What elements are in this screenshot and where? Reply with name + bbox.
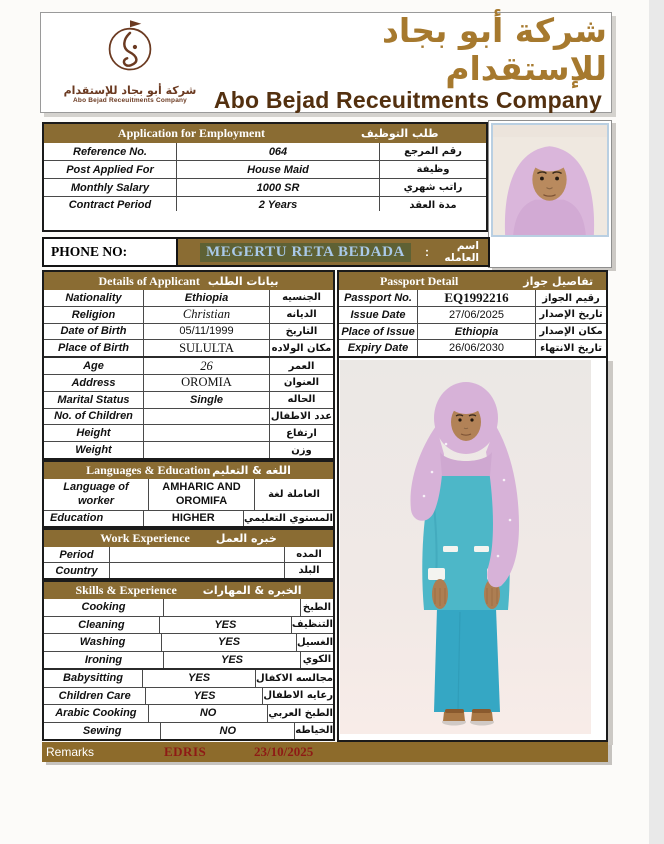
table-row [44, 375, 333, 392]
field-value: Christian [144, 307, 270, 323]
field-label: No. of Children [44, 409, 144, 425]
applicant-headshot-frame [488, 120, 612, 268]
field-label: Expiry Date [339, 340, 418, 356]
field-label: Place of Birth [44, 340, 144, 356]
application-title-ar: طلب التوظيف [360, 127, 439, 140]
field-value [164, 599, 301, 616]
field-value: 2 Years [177, 197, 380, 211]
field-label: Age [44, 358, 144, 374]
page-edge [649, 0, 664, 844]
field-label: Language of worker [44, 479, 149, 510]
table-row [44, 599, 333, 617]
field-label-arabic: المده [296, 549, 322, 560]
field-label-arabic: الطبخ العربي [268, 707, 333, 719]
field-label-arabic: رعايه الاطفال [263, 690, 333, 702]
languages-education-table [42, 460, 335, 528]
table-row [44, 324, 333, 341]
skills-title-en: Skills & Experience [75, 583, 177, 597]
field-value: 26 [144, 358, 270, 374]
field-label-arabic: الطبخ [302, 601, 332, 613]
table-row [44, 511, 333, 526]
field-value: HIGHER [144, 511, 244, 526]
company-header [40, 12, 612, 113]
table-row [339, 324, 606, 341]
work-section-header [44, 530, 333, 547]
field-label-arabic: تاريخ الانتهاء [540, 342, 602, 354]
remarks-bar [42, 742, 608, 762]
field-value: Single [144, 392, 270, 408]
passport-title-ar: تفاصيل جواز [523, 274, 594, 288]
field-label: Contract Period [44, 197, 177, 211]
table-row [44, 723, 333, 740]
field-label-arabic: راتب شهري [403, 182, 463, 193]
table-row [44, 705, 333, 723]
colon-separator: : [424, 245, 429, 259]
field-value: NO [149, 705, 269, 722]
skills-section-header [44, 582, 333, 599]
field-label: Religion [44, 307, 144, 323]
remarks-date: 23/10/2025 [254, 744, 314, 759]
field-label: Post Applied For [44, 161, 177, 178]
field-label: Children Care [44, 688, 146, 705]
table-row [44, 161, 486, 179]
details-section-header [44, 272, 333, 290]
field-label: Place of Issue [339, 324, 418, 340]
table-row [339, 290, 606, 307]
field-value: 05/11/1999 [144, 324, 270, 340]
field-value [144, 425, 270, 441]
field-label-arabic: مكان الولاده [271, 342, 332, 354]
field-label: Education [44, 511, 144, 526]
table-row [44, 290, 333, 307]
table-row [44, 392, 333, 409]
table-row [44, 442, 333, 458]
table-row [44, 143, 486, 161]
field-value: NO [161, 723, 295, 740]
field-label-arabic: العنوان [283, 377, 320, 389]
field-label: Issue Date [339, 307, 418, 323]
table-row [44, 340, 333, 358]
field-label-arabic: مكان الإصدار [539, 326, 603, 337]
field-value: YES [160, 617, 292, 634]
field-label-arabic: رقم المرجع [404, 146, 462, 157]
application-title-en: Application for Employment [117, 126, 266, 140]
table-row [44, 547, 333, 563]
table-row [44, 197, 486, 230]
table-row [44, 634, 333, 652]
work-experience-table [42, 528, 335, 580]
applicant-headshot-photo [491, 123, 609, 237]
details-title-en: Details of Applicant [98, 273, 200, 288]
field-label: Weight [44, 442, 144, 458]
field-label-arabic: التنظيف [291, 619, 333, 631]
field-label-arabic: التاريخ [285, 325, 318, 337]
field-value: OROMIA [144, 375, 270, 391]
details-title-ar: بيانات الطلب [207, 274, 279, 288]
field-label: Address [44, 375, 144, 391]
company-titles [209, 10, 607, 114]
field-value [144, 442, 270, 458]
table-row [44, 652, 333, 671]
company-title-arabic: شركة أبو بجاد للإستقدام [381, 10, 607, 88]
table-row [44, 479, 333, 511]
field-label: Date of Birth [44, 324, 144, 340]
logo-arabic-text: شركة أبو بجاد للإستقدام [63, 84, 197, 97]
field-value: AMHARIC AND OROMIFA [149, 479, 255, 510]
work-title-ar: خبره العمل [215, 532, 277, 545]
table-row [44, 358, 333, 375]
field-label: Period [44, 547, 110, 562]
field-label-arabic: رقيم الجواز [542, 292, 600, 304]
field-label: Arabic Cooking [44, 705, 149, 722]
field-label: Nationality [44, 290, 144, 306]
worker-name: MEGERTU RETA BEDADA [200, 243, 411, 262]
field-label: Height [44, 425, 144, 441]
passport-title-en: Passport Detail [379, 273, 459, 288]
field-label-arabic: العاملة لغة [268, 489, 320, 500]
passport-detail-table [337, 270, 608, 358]
field-label: Washing [44, 634, 162, 651]
field-value: EQ1992216 [418, 290, 536, 306]
details-of-applicant-table [42, 270, 335, 460]
table-row [44, 617, 333, 635]
field-label-arabic: العمر [288, 360, 315, 372]
field-label-arabic: الخياطه [295, 725, 333, 737]
field-label: Sewing [44, 723, 161, 740]
field-value: SULULTA [144, 340, 270, 356]
field-label: Country [44, 563, 110, 578]
field-label-arabic: الجنسيه [282, 292, 321, 304]
applicant-fullbody-photo [340, 360, 591, 734]
work-title-en: Work Experience [100, 531, 190, 545]
field-label: Cooking [44, 599, 164, 616]
field-label: Reference No. [44, 143, 177, 160]
skills-title-ar: الخبره & المهارات [202, 584, 302, 597]
logo-english-text: Abo Bejad Receuitments Company [73, 97, 187, 104]
languages-section-header [44, 462, 333, 479]
phone-name-row [42, 237, 490, 267]
company-title-english: Abo Bejad Receuitments Company [213, 87, 603, 114]
field-value: YES [146, 688, 263, 705]
worker-name-label-arabic: اسم العامله [444, 240, 479, 264]
field-value: 27/06/2025 [418, 307, 536, 323]
field-value: Ethiopia [418, 324, 536, 340]
company-logo [55, 16, 205, 111]
field-label-arabic: البلد [298, 565, 320, 576]
field-label-arabic: الغسيل [296, 636, 333, 648]
languages-title-en: Languages & Education [86, 463, 211, 477]
field-value: YES [143, 670, 256, 687]
field-value: YES [164, 652, 301, 669]
table-row [44, 563, 333, 578]
field-label-arabic: تاريخ الإصدار [539, 309, 603, 321]
phone-no-label: PHONE NO: [44, 239, 178, 265]
field-label: Babysitting [44, 670, 143, 687]
field-label-arabic: الديانه [286, 309, 317, 321]
field-label-arabic: عدد الاطفال [270, 410, 333, 422]
table-row [339, 340, 606, 356]
field-label-arabic: المستوي التعليمي [244, 513, 333, 524]
table-row [44, 409, 333, 426]
field-label-arabic: وظيفة [416, 164, 450, 175]
field-value: Ethiopia [144, 290, 270, 306]
field-label-arabic: وزن [291, 444, 312, 456]
company-logo-emblem-icon [98, 16, 162, 83]
remarks-label: Remarks [46, 745, 95, 759]
worker-name-bar [178, 239, 488, 265]
remarks-agent-name: EDRIS [164, 744, 207, 759]
field-label: Cleaning [44, 617, 160, 634]
table-row [44, 688, 333, 706]
field-label-arabic: الكوي [302, 654, 332, 666]
field-label-arabic: مجالسه الاكفال [256, 672, 333, 684]
table-row [44, 307, 333, 324]
field-value: 064 [177, 143, 380, 160]
field-value: YES [162, 634, 297, 651]
table-row [44, 670, 333, 688]
skills-experience-table [42, 580, 335, 741]
field-value: House Maid [177, 161, 380, 178]
table-row [339, 307, 606, 324]
field-label-arabic: مدة العقد [409, 200, 457, 211]
field-value: 26/06/2030 [418, 340, 536, 356]
table-row [44, 179, 486, 197]
field-label: Marital Status [44, 392, 144, 408]
field-value [110, 563, 285, 578]
languages-title-ar: اللغه & التعليم [212, 464, 291, 477]
table-row [44, 425, 333, 442]
passport-section-header [339, 272, 606, 290]
application-for-employment-table [42, 122, 488, 232]
field-label: Monthly Salary [44, 179, 177, 196]
field-value [144, 409, 270, 425]
applicant-fullbody-frame [337, 358, 608, 742]
field-label: Passport No. [339, 290, 418, 306]
field-label: Ironing [44, 652, 164, 669]
field-value [110, 547, 285, 562]
field-value: 1000 SR [177, 179, 380, 196]
field-label-arabic: ارتفاع [286, 427, 317, 439]
field-label-arabic: الحاله [287, 394, 316, 406]
application-section-header [44, 124, 486, 143]
